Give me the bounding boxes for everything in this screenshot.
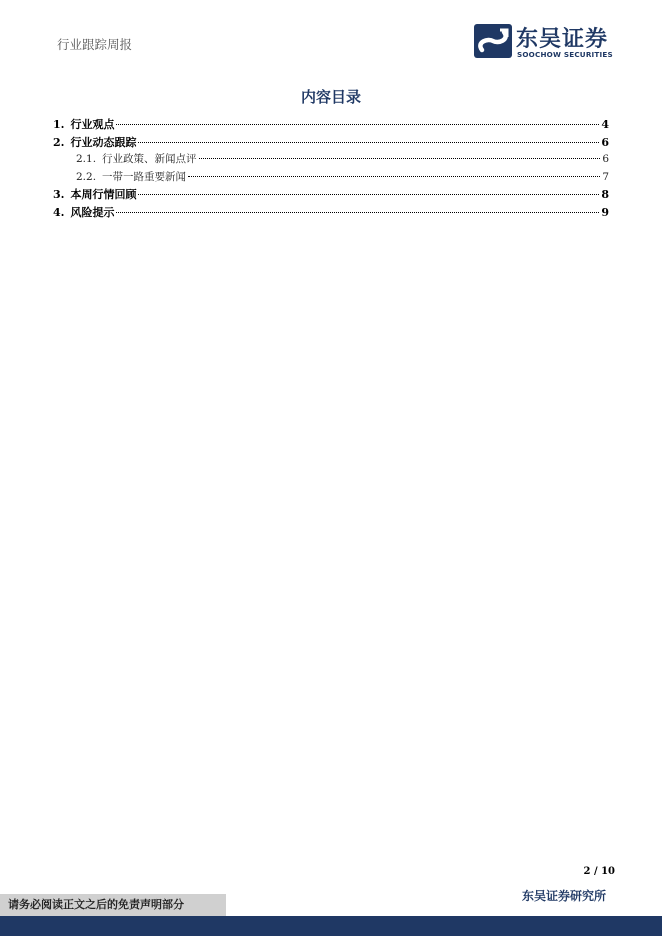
- toc-entry-label: 行业动态跟踪: [70, 135, 137, 149]
- toc-entry[interactable]: [53, 116, 609, 134]
- toc-leader-dots: [138, 142, 599, 143]
- toc-entry-page: 4: [601, 118, 609, 131]
- toc-entry-page: 8: [601, 188, 609, 201]
- logo-chinese-name: 东吴证券: [516, 27, 609, 52]
- toc-entry-page: 6: [601, 135, 609, 149]
- toc-entry[interactable]: [53, 134, 609, 152]
- company-logo: [474, 22, 616, 62]
- toc-entry-page: 7: [602, 170, 609, 183]
- toc-entry[interactable]: [53, 186, 609, 204]
- toc-title: 内容目录: [300, 88, 361, 106]
- toc-entry-label: 行业政策、新闻点评: [102, 153, 197, 165]
- toc-entry-number: 4.: [53, 205, 65, 219]
- toc-entry-number: 2.2.: [76, 170, 97, 183]
- toc-entry[interactable]: [53, 151, 609, 169]
- toc-leader-dots: [199, 158, 601, 159]
- toc-entry-page: 9: [601, 205, 609, 219]
- footer-institute-name: 东吴证券研究所: [521, 889, 606, 903]
- toc-entry-page: 6: [602, 153, 609, 165]
- toc-leader-dots: [138, 194, 599, 195]
- soochow-logo-icon: [474, 24, 512, 58]
- toc-leader-dots: [116, 124, 599, 125]
- toc-entry-number: 1.: [53, 118, 65, 131]
- footer-disclaimer: 请务必阅读正文之后的免责声明部分: [0, 894, 226, 916]
- toc-entry[interactable]: [53, 204, 609, 222]
- toc-entry-label: 本周行情回顾: [70, 188, 137, 201]
- logo-english-name: SOOCHOW SECURITIES: [517, 50, 613, 59]
- toc-entry-label: 行业观点: [70, 118, 115, 131]
- toc-entry-label: 一带一路重要新闻: [102, 170, 187, 183]
- toc-entry-number: 3.: [53, 188, 65, 201]
- toc-entry-number: 2.1.: [76, 153, 97, 165]
- table-of-contents: [53, 116, 609, 221]
- toc-leader-dots: [188, 176, 600, 177]
- footer-bar: [0, 916, 662, 936]
- toc-leader-dots: [116, 212, 599, 213]
- page-number: 2 / 10: [583, 866, 615, 877]
- toc-entry-number: 2.: [53, 135, 65, 149]
- report-type-label: 行业跟踪周报: [57, 37, 133, 52]
- toc-entry-label: 风险提示: [70, 205, 115, 219]
- toc-entry[interactable]: [53, 169, 609, 187]
